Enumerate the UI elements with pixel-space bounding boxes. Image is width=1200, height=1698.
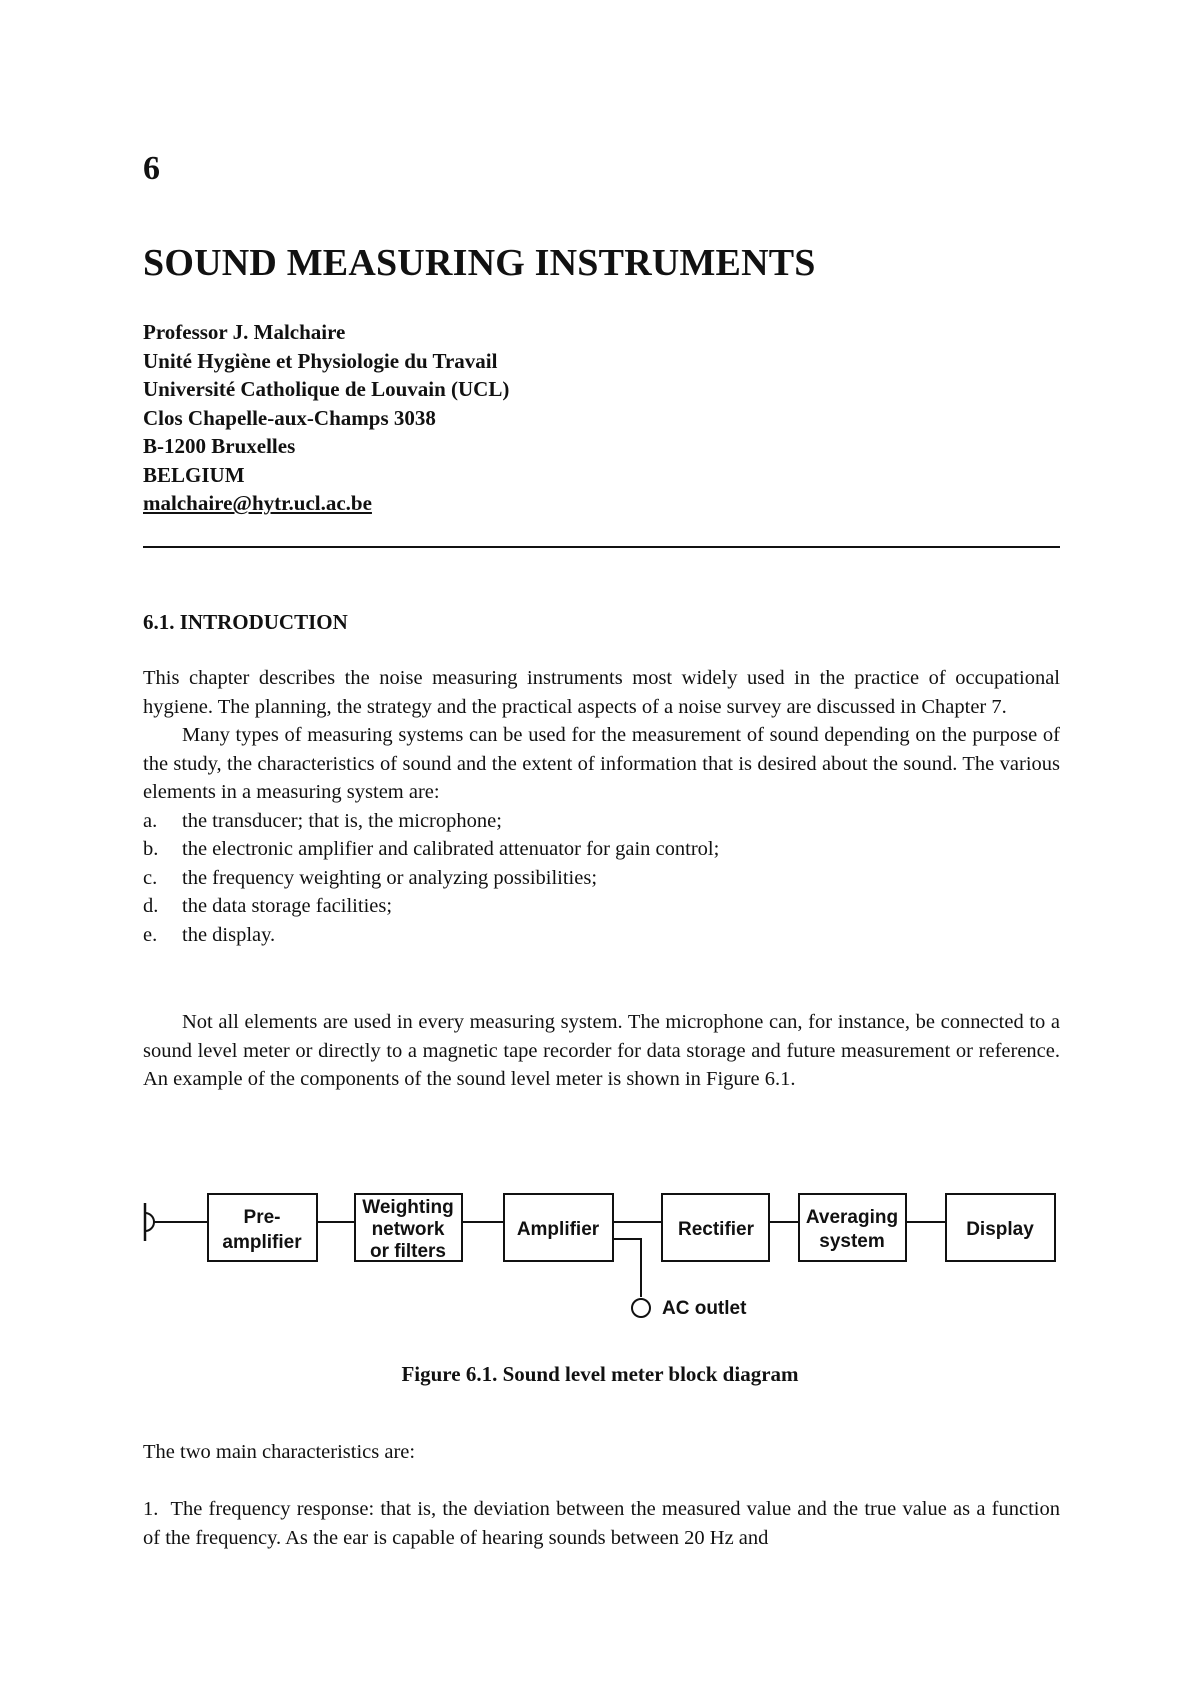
main-characteristics-block [143, 1438, 1060, 1467]
averaging-label-2: system [819, 1231, 885, 1252]
author-university: Université Catholique de Louvain (UCL) [143, 377, 510, 401]
list-item-letter: e. [143, 923, 158, 946]
numbered-item-text: The frequency response: that is, the deviation between the measured value and the true value as a function of the frequency. As the ear is capable of hearing sounds between 20 Hz and [143, 1498, 1060, 1549]
paragraph-3-block [143, 1008, 1060, 1094]
list-item [143, 921, 1060, 950]
ac-outlet-icon [632, 1299, 650, 1317]
author-unit: Unité Hygiène et Physiologie du Travail [143, 348, 498, 373]
author-city: B-1200 Bruxelles [143, 434, 296, 458]
author-country: BELGIUM [143, 462, 245, 487]
main-characteristics-text: The two main characteristics are: [143, 1441, 416, 1463]
paragraph-2: Many types of measuring systems can be used for the measurement of sound depending on the purpose of the study, the characteristics of sound and the extent of information that is desired about the sound. The various elements in a measuring system are: [143, 724, 1060, 803]
elements-list [143, 807, 1060, 950]
paragraph-1: This chapter describes the noise measuring instruments most widely used in the practice of occupational hygiene. The planning, the strategy and the practical aspects of a noise survey are discussed in Chapter 7. [143, 667, 1060, 718]
rectifier-label: Rectifier [677, 1219, 755, 1240]
chapter-title: SOUND MEASURING INSTRUMENTS [143, 242, 816, 284]
chapter-number: 6 [143, 150, 160, 187]
header-divider [143, 546, 1060, 548]
list-item-text: the data storage facilities; [182, 895, 393, 917]
figure-caption: Figure 6.1. Sound level meter block diagram [401, 1362, 799, 1386]
list-item [143, 864, 1060, 893]
ac-outlet-label: AC outlet [662, 1298, 747, 1319]
author-street: Clos Chapelle-aux-Champs 3038 [143, 405, 436, 430]
preamplifier-label-2: amplifier [222, 1232, 302, 1253]
preamplifier-label-1: Pre- [243, 1207, 281, 1228]
list-item-letter: a. [143, 809, 158, 832]
numbered-item [143, 1495, 1060, 1552]
list-item [143, 807, 1060, 836]
microphone-icon [145, 1213, 154, 1231]
display-label: Display [966, 1219, 1034, 1240]
section-heading: 6.1. INTRODUCTION [143, 610, 348, 634]
paragraph-3: Not all elements are used in every measuring system. The microphone can, for instance, be connected to a sound level meter or directly to a magnetic tape recorder for data storage and future measurement or reference. An example of the components of the sound level meter is shown in Figure 6.1. [143, 1011, 1060, 1090]
weighting-label-2: network [371, 1219, 445, 1240]
author-name: Professor J. Malchaire [143, 320, 346, 344]
amplifier-label: Amplifier [516, 1219, 600, 1240]
block-diagram [140, 1185, 1060, 1335]
numbered-item-block [143, 1495, 1060, 1552]
list-item [143, 892, 1060, 921]
list-item-letter: b. [143, 838, 159, 860]
averaging-label-1: Averaging [805, 1207, 899, 1228]
list-item-text: the electronic amplifier and calibrated attenuator for gain control; [182, 838, 720, 860]
author-block [143, 318, 509, 518]
list-item-letter: d. [143, 895, 159, 917]
list-item [143, 835, 1060, 864]
weighting-label-1: Weighting [362, 1197, 454, 1218]
numbered-item-number: 1. [143, 1498, 159, 1520]
weighting-label-3: or filters [369, 1241, 447, 1262]
intro-text [143, 664, 1060, 949]
list-item-letter: c. [143, 866, 158, 889]
list-item-text: the display. [182, 923, 276, 946]
author-email-link[interactable]: malchaire@hytr.ucl.ac.be [143, 491, 372, 515]
list-item-text: the transducer; that is, the microphone; [182, 809, 502, 832]
list-item-text: the frequency weighting or analyzing possibilities; [182, 866, 598, 889]
ac-outlet-line [613, 1239, 641, 1297]
